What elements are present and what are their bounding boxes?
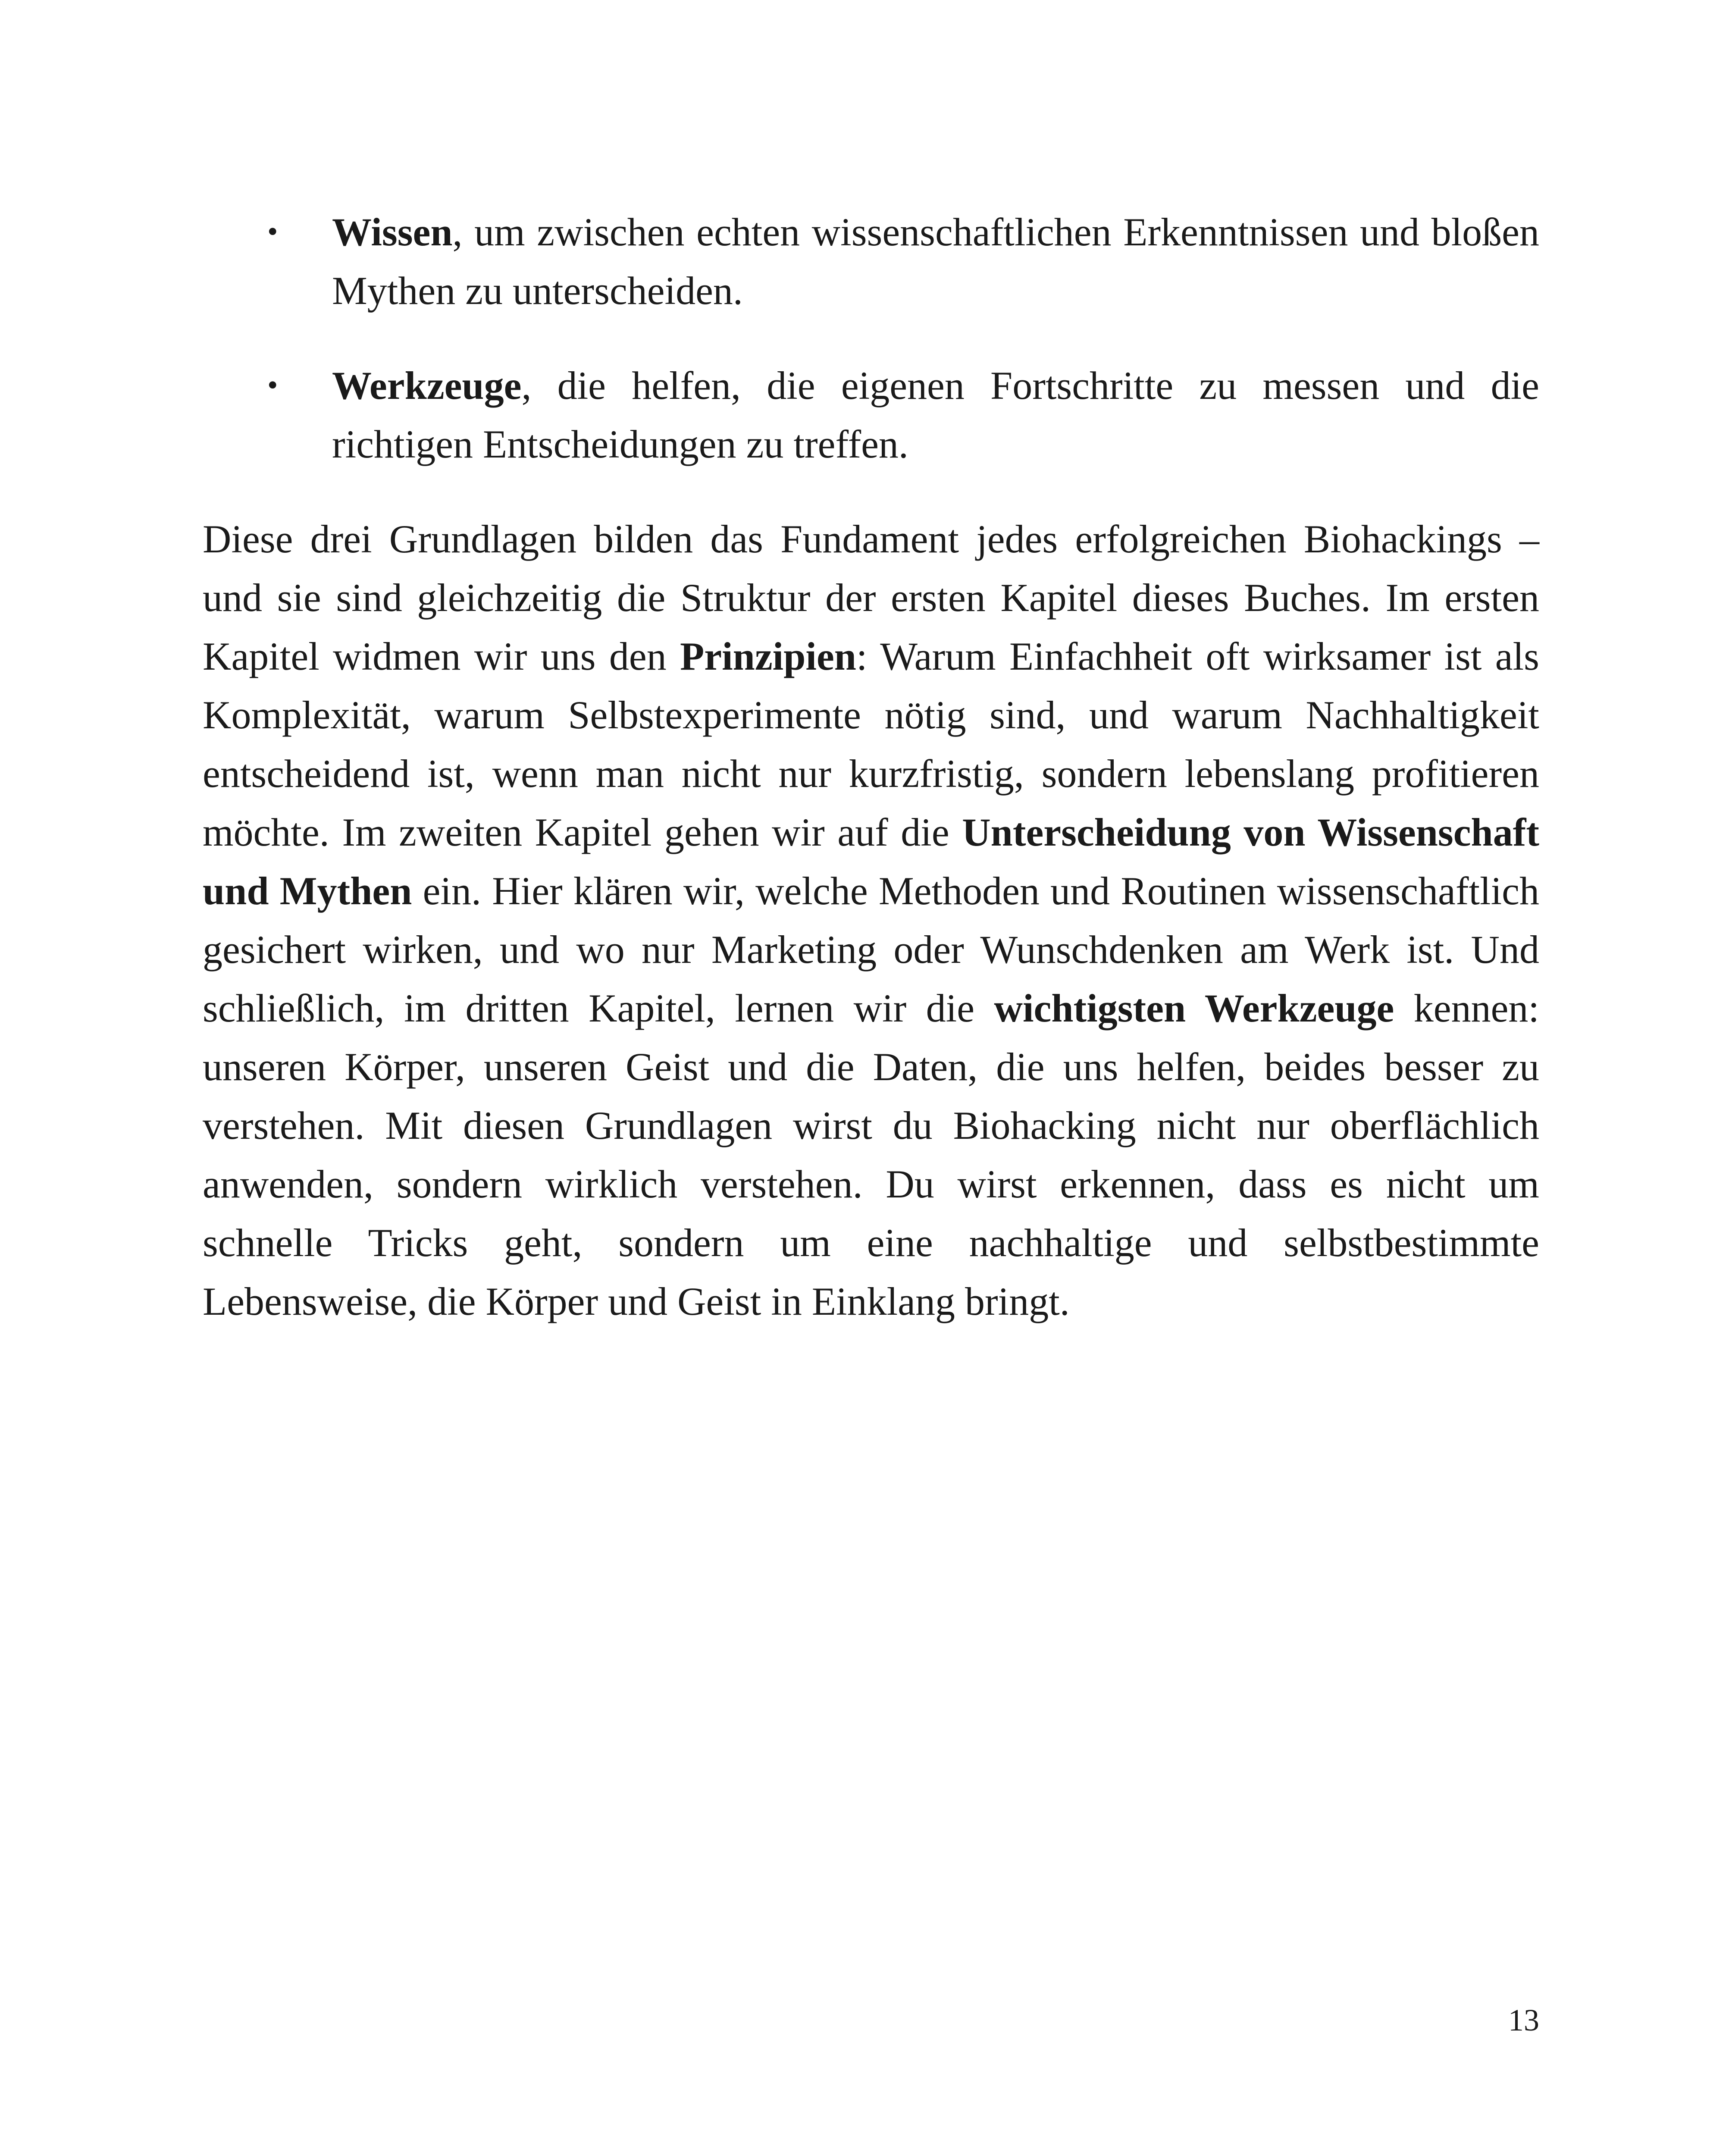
bullet-term: Wissen [332, 210, 453, 254]
bullet-text: , die helfen, die eigenen Fortschritte zu messen und die richtigen Entscheidungen zu treffen. [332, 364, 1539, 466]
body-paragraph [203, 510, 1539, 1331]
paragraph-emphasis: Unterscheidung von Wissenschaft und Mythen [203, 810, 1539, 913]
bullet-item-werkzeuge [203, 356, 1539, 473]
paragraph-text: ein. Hier klären wir, welche Methoden und Routinen wissenschaftlich gesichert wirken, und wo nur Marketing oder Wunschdenken am Werk ist. Und schließlich, im dritten Kapitel, lernen wir die [203, 869, 1539, 1030]
paragraph-emphasis: wichtigsten Werkzeuge [994, 986, 1394, 1030]
bullet-item-wissen [203, 203, 1539, 320]
paragraph-text: : Warum Einfachheit oft wirksamer ist als Komplexität, warum Selbstexperimente nötig sind, und warum Nachhaltigkeit entscheidend ist, wenn man nicht nur kurzfristig, sondern lebenslang profitieren möchte. Im zweiten Kapitel gehen wir auf die [203, 634, 1539, 854]
bullet-icon: • [267, 215, 278, 248]
bullet-text: , um zwischen echten wissenschaftlichen Erkenntnissen und bloßen Mythen zu unterscheiden. [332, 210, 1539, 313]
bullet-list [203, 203, 1539, 473]
paragraph-text: Diese drei Grundlagen bilden das Fundament jedes erfolgreichen Biohackings – und sie sind gleichzeitig die Struktur der ersten Kapitel dieses Buches. Im ersten Kapitel widmen wir uns den [203, 517, 1539, 678]
bullet-icon: • [267, 369, 278, 402]
page-number: 13 [1508, 2003, 1539, 2037]
paragraph-text: kennen: unseren Körper, unseren Geist und die Daten, die uns helfen, beides besser zu verstehen. Mit diesen Grundlagen wirst du Biohacking nicht nur oberflächlich anwenden, sondern wirklich verstehen. Du wirst erkennen, dass es nicht um schnelle Tricks geht, sondern um eine nachhaltige und selbstbestimmte Lebensweise, die Körper und Geist in Einklang bringt. [203, 986, 1539, 1323]
bullet-term: Werkzeuge [332, 364, 522, 407]
paragraph-emphasis: Prinzipien [680, 634, 856, 678]
page-content [203, 203, 1539, 1331]
